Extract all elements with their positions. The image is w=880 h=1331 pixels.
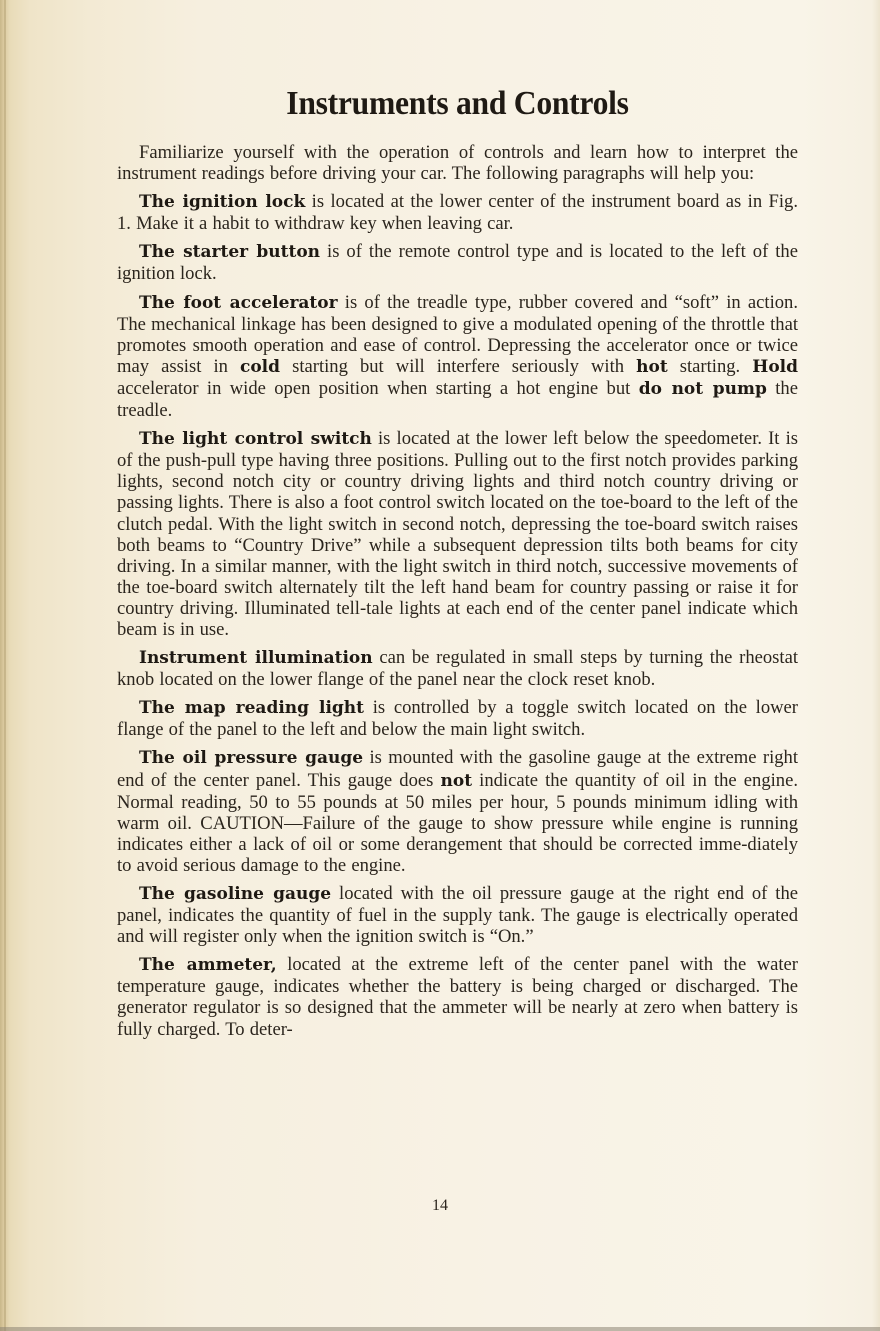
paragraph-text: is of the treadle type, rubber covered and “soft” in action. The mechanical linkage has been designed to give a modulated opening of the throttle that promotes smooth operation and ease of control. Depressing the accelerator once or twice may assist in [117, 291, 798, 377]
paragraph-heading: The ammeter, [139, 955, 277, 976]
paragraph-light-control-switch [117, 428, 798, 640]
paragraph-map-reading-light [117, 697, 798, 740]
paragraph-text: is controlled by a toggle switch located on the lower flange of the panel to the left and below the main light switch. [117, 697, 799, 741]
paragraph-heading: The map reading light [139, 698, 365, 719]
paragraph-instrument-illumination [117, 647, 798, 690]
emphasis-cold: cold [239, 356, 281, 377]
paragraph-heading: The oil pressure gauge [139, 748, 364, 769]
paragraph-heading: Instrument illumination [139, 648, 373, 669]
paragraph-intro [117, 142, 798, 184]
paragraph-ammeter [117, 954, 798, 1039]
paragraph-text: located with the oil pressure gauge at the right end of the panel, indicates the quantity of fuel in the supply tank. The gauge is electrically operated and will register only when the ignition switch is “On.” [117, 883, 798, 948]
paragraph-text: is of the remote control type and is located to the left of the ignition lock. [117, 241, 798, 285]
emphasis-hot: hot [636, 356, 668, 377]
paragraph-gasoline-gauge [117, 883, 798, 947]
page-content [117, 80, 798, 1047]
paragraph-text: Familiarize yourself with the operation of controls and learn how to interpret the instrument readings before driving your car. The following paragraphs will help you: [117, 142, 798, 185]
book-spine-shadow [4, 0, 6, 1331]
paragraph-heading: The gasoline gauge [139, 884, 332, 904]
paragraph-text: located at the extreme left of the center panel with the water temperature gauge, indicates whether the battery is being charged or discharged. The generator regulator is so designed that the ammeter will be nearly at zero when battery is fully charged. To deter- [117, 954, 798, 1040]
paragraph-starter-button [117, 241, 798, 284]
paragraph-heading: The foot accelerator [139, 292, 338, 313]
paragraph-text: is mounted with the gasoline gauge at the extreme right end of the center panel. This gauge does [117, 747, 799, 791]
paragraph-text: accelerator in wide open position when starting a hot engine but [117, 377, 639, 399]
paragraph-text: is located at the lower center of the instrument board as in Fig. 1. Make it a habit to withdraw key when leaving car. [117, 191, 798, 235]
emphasis-not: not [440, 770, 473, 791]
paragraph-text: starting but will interfere seriously with [280, 355, 637, 377]
page-number: 14 [432, 1197, 448, 1214]
paragraph-text: starting. [667, 355, 753, 377]
paragraph-foot-accelerator [117, 292, 798, 422]
paragraph-text: indicate the quantity of oil in the engine. Normal reading, 50 to 55 pounds at 50 miles per hour, 5 pounds minimum idling with warm oil. CAUTION—Failure of the gauge to show pressure while engine is running indicates either a lack of oil or some derangement that should be corrected imme-diately to avoid serious damage to the engine. [117, 769, 798, 876]
paragraph-heading: The light control switch [139, 429, 372, 450]
paragraph-text: is located at the lower left below the speedometer. It is of the push-pull type having three positions. Pulling out to the first notch provides parking lights, second notch city or country driving lights and third notch country driving or passing lights. There is also a foot control switch located on the toe-board to the left of the clutch pedal. With the light switch in second notch, depressing the toe-board switch raises both beams to “Country Drive” while a subsequent depression tilts both beams for city driving. In a similar manner, with the light switch in third notch, successive movements of the toe-board switch alternately tilt the left hand beam for country passing or raise it for country driving. Illuminated tell-tale lights at each end of the center panel indicate which beam is in use. [117, 428, 798, 640]
paragraph-ignition-lock [117, 191, 798, 234]
paragraph-text: the treadle. [117, 377, 798, 422]
paragraph-oil-pressure-gauge [117, 747, 798, 876]
emphasis-do-not-pump: do not pump [638, 378, 767, 399]
paragraph-heading: The starter button [139, 242, 321, 263]
page-title: Instruments and Controls [286, 85, 629, 122]
emphasis-hold: Hold [752, 356, 799, 377]
paragraph-text: can be regulated in small steps by turning the rheostat knob located on the lower flange of the panel near the clock reset knob. [117, 647, 798, 691]
paragraph-heading: The ignition lock [139, 192, 306, 213]
